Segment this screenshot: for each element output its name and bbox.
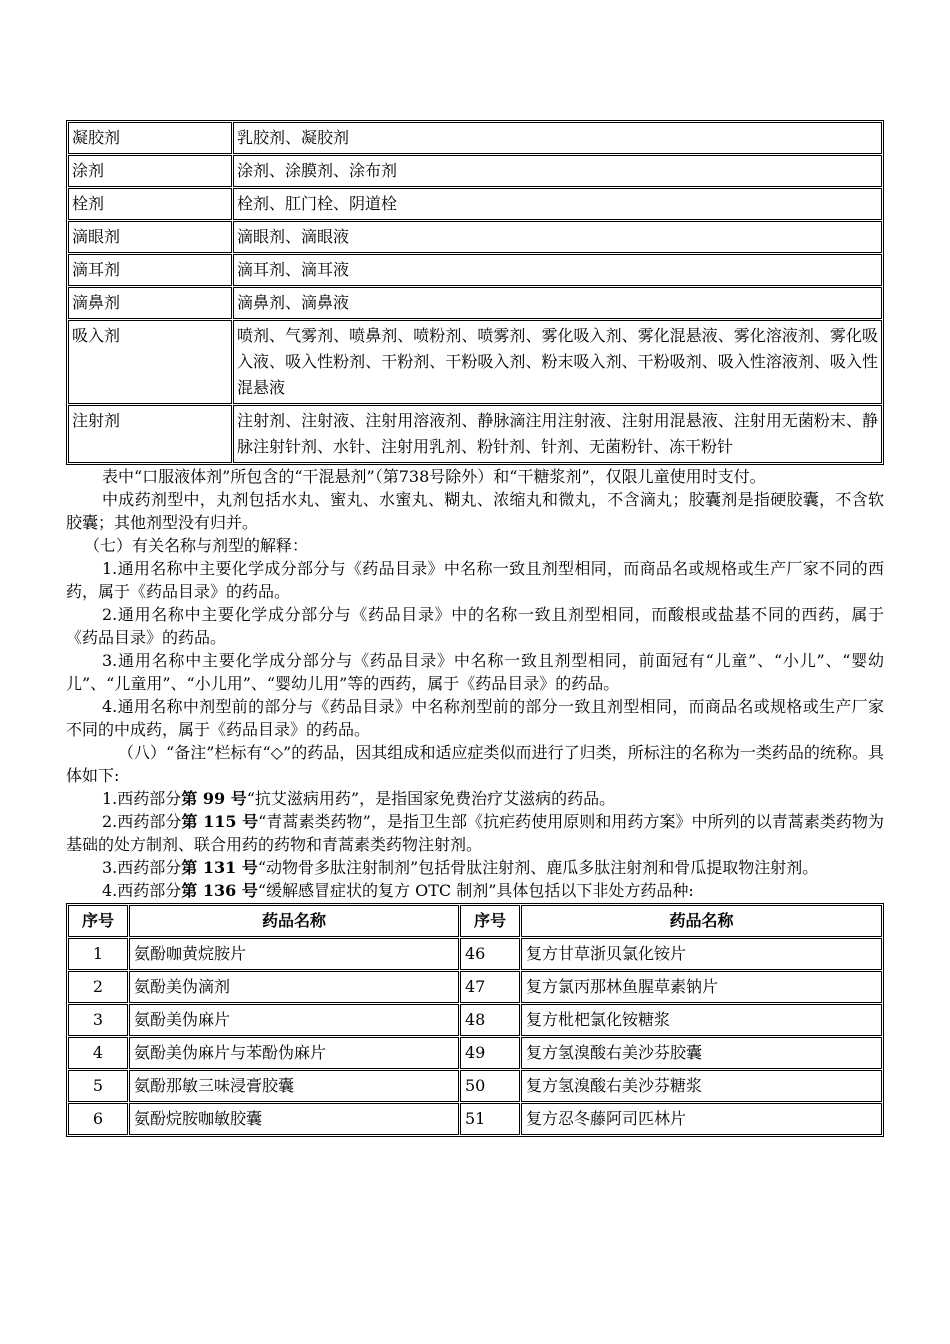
section-7-item-4: 4.通用名称中剂型前的部分与《药品目录》中名称剂型前的部分一致且剂型相同，而商品名或规格或生产厂家不同的中成药，属于《药品目录》的药品。 <box>66 697 884 739</box>
otc-drug-name-left: 氨酚美伪滴剂 <box>129 971 459 1003</box>
section-7-title: （七）有关名称与剂型的解释： <box>84 536 309 555</box>
otc-table-row <box>68 1037 882 1069</box>
otc-drug-name-right: 复方氢溴酸右美沙芬糖浆 <box>521 1070 882 1102</box>
dosage-form-name: 凝胶剂 <box>68 122 232 154</box>
dosage-form-name: 栓剂 <box>68 188 232 220</box>
dosage-form-row <box>68 221 882 253</box>
item-number: 第 99 号 <box>181 789 247 808</box>
dosage-form-row <box>68 405 882 463</box>
otc-table-row <box>68 1004 882 1036</box>
dosage-form-name: 注射剂 <box>68 405 232 463</box>
dosage-form-includes: 乳胶剂、凝胶剂 <box>233 122 882 154</box>
section-8-item-4 <box>66 879 884 902</box>
dosage-form-includes: 栓剂、肛门栓、阴道栓 <box>233 188 882 220</box>
otc-drug-name-right: 复方氢溴酸右美沙芬胶囊 <box>521 1037 882 1069</box>
otc-index-left: 5 <box>68 1070 128 1102</box>
otc-index-right: 48 <box>460 1004 520 1036</box>
otc-drug-name-left: 氨酚咖黄烷胺片 <box>129 938 459 970</box>
otc-drug-name-right: 复方枇杷氯化铵糖浆 <box>521 1004 882 1036</box>
otc-index-left: 3 <box>68 1004 128 1036</box>
item-prefix: 1.西药部分 <box>102 789 182 808</box>
otc-index-right: 50 <box>460 1070 520 1102</box>
header-index-1: 序号 <box>68 905 128 937</box>
item-text: “青蒿素类药物”，是指卫生部《抗疟药使用原则和用药方案》中所列的以青蒿素类药物为基础的处方制剂、联合用药的药物和青蒿素类药物注射剂。 <box>66 812 884 854</box>
otc-drug-name-left: 氨酚烷胺咖敏胶囊 <box>129 1103 459 1135</box>
otc-table-row <box>68 1103 882 1135</box>
otc-table-header-row <box>68 905 882 937</box>
dosage-form-includes: 滴眼剂、滴眼液 <box>233 221 882 253</box>
otc-index-left: 6 <box>68 1103 128 1135</box>
section-8-item-3 <box>66 856 884 879</box>
item-number: 第 136 号 <box>181 881 258 900</box>
section-8-item-2 <box>66 810 884 856</box>
item-text: “动物骨多肽注射制剂”包括骨肽注射剂、鹿瓜多肽注射剂和骨瓜提取物注射剂。 <box>257 858 819 877</box>
otc-index-left: 1 <box>68 938 128 970</box>
otc-index-left: 4 <box>68 1037 128 1069</box>
dosage-form-includes: 注射剂、注射液、注射用溶液剂、静脉滴注用注射液、注射用混悬液、注射用无菌粉末、静脉注射针剂、水针、注射用乳剂、粉针剂、针剂、无菌粉针、冻干粉针 <box>233 405 882 463</box>
otc-drug-name-right: 复方甘草浙贝氯化铵片 <box>521 938 882 970</box>
otc-index-left: 2 <box>68 971 128 1003</box>
otc-index-right: 51 <box>460 1103 520 1135</box>
dosage-form-includes: 滴鼻剂、滴鼻液 <box>233 287 882 319</box>
otc-drug-name-right: 复方氯丙那林鱼腥草素钠片 <box>521 971 882 1003</box>
item-prefix: 3.西药部分 <box>102 858 182 877</box>
item-prefix: 4.西药部分 <box>102 881 182 900</box>
otc-table-row <box>68 971 882 1003</box>
section-8-item-1 <box>66 787 884 810</box>
otc-table-row <box>68 938 882 970</box>
dosage-form-name: 滴鼻剂 <box>68 287 232 319</box>
item-number: 第 115 号 <box>181 812 259 831</box>
dosage-form-table <box>66 120 884 465</box>
header-name-2: 药品名称 <box>521 905 882 937</box>
dosage-form-row <box>68 188 882 220</box>
section-8-title: （八）“备注”栏标有“◇”的药品，因其组成和适应症类似而进行了归类，所标注的名称为一类药品的统称。具体如下: <box>66 743 884 785</box>
otc-index-right: 49 <box>460 1037 520 1069</box>
item-number: 第 131 号 <box>181 858 258 877</box>
dosage-form-row <box>68 122 882 154</box>
dosage-form-name: 吸入剂 <box>68 320 232 404</box>
otc-drug-name-left: 氨酚美伪麻片与苯酚伪麻片 <box>129 1037 459 1069</box>
dosage-form-name: 涂剂 <box>68 155 232 187</box>
dosage-form-row <box>68 320 882 404</box>
otc-table-body <box>68 938 882 1135</box>
section-7-item-1: 1.通用名称中主要化学成分部分与《药品目录》中名称一致且剂型相同，而商品名或规格或生产厂家不同的西药，属于《药品目录》的药品。 <box>66 559 884 601</box>
section-7-item-2: 2.通用名称中主要化学成分部分与《药品目录》中的名称一致且剂型相同，而酸根或盐基不同的西药，属于《药品目录》的药品。 <box>66 605 884 647</box>
item-prefix: 2.西药部分 <box>102 812 182 831</box>
otc-drug-name-left: 氨酚那敏三味浸膏胶囊 <box>129 1070 459 1102</box>
note-paragraph-2: 中成药剂型中，丸剂包括水丸、蜜丸、水蜜丸、糊丸、浓缩丸和微丸，不含滴丸；胶囊剂是指硬胶囊，不含软胶囊；其他剂型没有归并。 <box>66 490 884 532</box>
dosage-form-name: 滴耳剂 <box>68 254 232 286</box>
header-name-1: 药品名称 <box>129 905 459 937</box>
document-page <box>66 120 884 1137</box>
dosage-form-name: 滴眼剂 <box>68 221 232 253</box>
dosage-form-includes: 涂剂、涂膜剂、涂布剂 <box>233 155 882 187</box>
dosage-form-includes: 滴耳剂、滴耳液 <box>233 254 882 286</box>
dosage-form-row <box>68 155 882 187</box>
otc-index-right: 46 <box>460 938 520 970</box>
dosage-form-table-body <box>68 122 882 463</box>
header-index-2: 序号 <box>460 905 520 937</box>
otc-index-right: 47 <box>460 971 520 1003</box>
note-paragraph-1: 表中“口服液体剂”所包含的“干混悬剂”（第738号除外）和“干糖浆剂”，仅限儿童使用时支付。 <box>102 467 766 486</box>
otc-drug-name-left: 氨酚美伪麻片 <box>129 1004 459 1036</box>
dosage-form-row <box>68 287 882 319</box>
otc-table-row <box>68 1070 882 1102</box>
item-text: “抗艾滋病用药”，是指国家免费治疗艾滋病的药品。 <box>246 789 616 808</box>
item-text: “缓解感冒症状的复方 OTC 制剂”具体包括以下非处方药品种: <box>257 881 694 900</box>
dosage-form-includes: 喷剂、气雾剂、喷鼻剂、喷粉剂、喷雾剂、雾化吸入剂、雾化混悬液、雾化溶液剂、雾化吸入液、吸入性粉剂、干粉剂、干粉吸入剂、粉末吸入剂、干粉吸剂、吸入性溶液剂、吸入性混悬液 <box>233 320 882 404</box>
dosage-form-row <box>68 254 882 286</box>
otc-drug-name-right: 复方忍冬藤阿司匹林片 <box>521 1103 882 1135</box>
otc-drug-table <box>66 903 884 1137</box>
section-7-item-3: 3.通用名称中主要化学成分部分与《药品目录》中名称一致且剂型相同，前面冠有“儿童”、“小儿”、“婴幼儿”、“儿童用”、“小儿用”、“婴幼儿用”等的西药，属于《药品目录》的药品。 <box>66 651 884 693</box>
